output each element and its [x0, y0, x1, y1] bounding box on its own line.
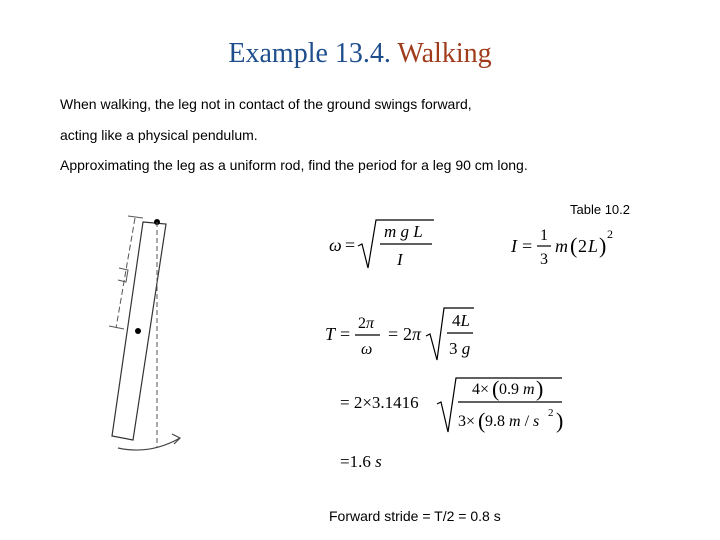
- svg-text:2: 2: [548, 407, 554, 419]
- svg-text:): ): [536, 376, 544, 401]
- problem-line-2: acting like a physical pendulum.: [60, 127, 258, 143]
- slide-title: [0, 38, 720, 70]
- svg-text:): ): [599, 233, 607, 258]
- equation-numeric: [340, 376, 563, 433]
- dimension-line: [116, 218, 135, 328]
- svg-text:(: (: [478, 408, 486, 433]
- svg-text:= 2×3.1416: = 2×3.1416: [340, 393, 419, 412]
- svg-text:3: 3: [540, 251, 548, 268]
- svg-text:T: T: [325, 324, 336, 344]
- svg-text:2: 2: [607, 227, 613, 241]
- problem-line-1: When walking, the leg not in contact of the ground swings forward,: [60, 96, 472, 112]
- svg-text:I: I: [511, 236, 517, 256]
- svg-text:ω: ω: [361, 341, 373, 358]
- svg-text:=: =: [522, 236, 533, 256]
- svg-text:=: =: [345, 235, 356, 255]
- table-reference: Table 10.2: [570, 202, 630, 217]
- svg-text:2π: 2π: [358, 315, 375, 332]
- pivot-dot: [154, 219, 160, 225]
- svg-text:0.9 m: 0.9 m: [499, 381, 535, 398]
- title-example-number: Example 13.4.: [228, 38, 391, 69]
- svg-text:m g L: m g L: [384, 222, 423, 241]
- svg-text:I: I: [397, 250, 403, 269]
- svg-text:L: L: [588, 236, 599, 256]
- equation-inertia: [510, 227, 613, 268]
- svg-text:): ): [556, 408, 564, 433]
- length-marker: [118, 268, 128, 282]
- problem-line-3: Approximating the leg as a uniform rod, find the period for a leg 90 cm long.: [60, 157, 528, 173]
- center-of-mass-dot: [135, 328, 141, 334]
- equation-period: [325, 308, 474, 360]
- svg-text:3×: 3×: [458, 413, 476, 430]
- svg-text:ω: ω: [329, 235, 342, 255]
- svg-text:4L: 4L: [452, 311, 470, 330]
- svg-text:2: 2: [578, 236, 587, 256]
- equation-omega: [329, 220, 434, 269]
- svg-text:(: (: [492, 376, 500, 401]
- svg-text:(: (: [570, 233, 578, 258]
- svg-text:2π: 2π: [403, 324, 422, 344]
- svg-text:1: 1: [540, 227, 548, 244]
- svg-text:4×: 4×: [472, 381, 490, 398]
- svg-text:=: =: [340, 324, 351, 344]
- swing-arrow: [118, 438, 180, 450]
- svg-text:3 g: 3 g: [449, 339, 471, 358]
- svg-text:=1.6 s: =1.6 s: [340, 452, 382, 471]
- svg-text:m: m: [555, 236, 568, 256]
- svg-text:9.8 m / s: 9.8 m / s: [485, 413, 540, 430]
- title-topic: Walking: [397, 38, 492, 69]
- rod: [112, 222, 166, 440]
- equation-result: [340, 452, 382, 471]
- svg-text:=: =: [388, 324, 399, 344]
- forward-stride-note: Forward stride = T/2 = 0.8 s: [329, 508, 501, 524]
